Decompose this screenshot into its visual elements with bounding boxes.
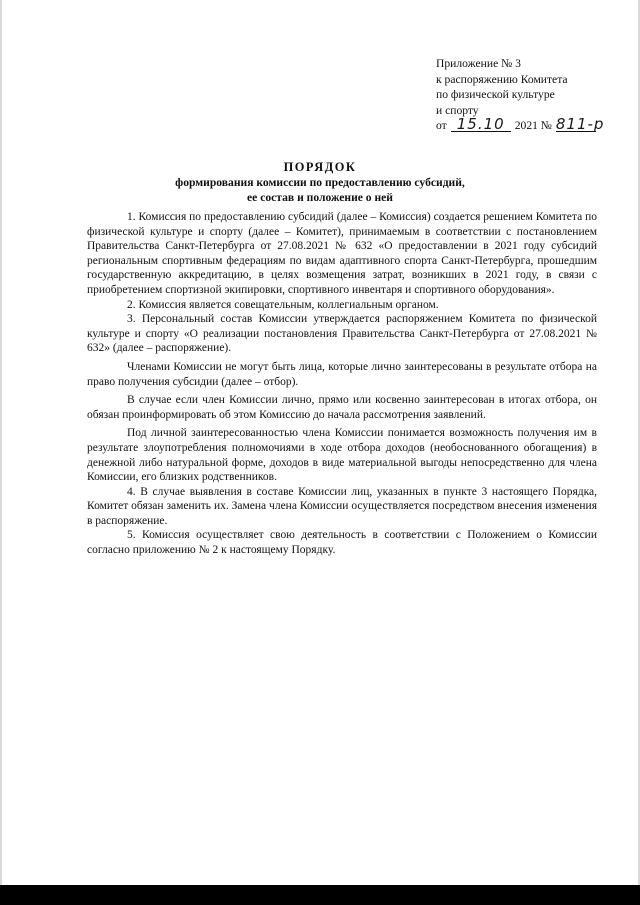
appendix-header bbox=[436, 56, 626, 134]
date-prefix: от bbox=[436, 119, 447, 133]
paragraph-4: Членами Комиссии не могут быть лица, которые лично заинтересованы в результате отбора на право получения субсидии (далее – отбор). bbox=[87, 360, 597, 388]
appendix-date-line bbox=[436, 115, 626, 134]
paragraph-7: 4. В случае выявления в составе Комиссии лиц, указанных в пункте 3 настоящего Порядка, Комитет обязан заменить их. Замена члена Комиссии осуществляется посредством внесения изменения в распоряжение. bbox=[87, 485, 597, 527]
scan-edge-left bbox=[0, 0, 2, 885]
document-body bbox=[87, 210, 597, 558]
appendix-line-2: к распоряжению Комитета bbox=[436, 72, 568, 86]
handwritten-date: 15.10 bbox=[451, 118, 511, 132]
handwritten-doc-number: 811-р bbox=[555, 115, 605, 134]
paragraph-3: 3. Персональный состав Комиссии утверждается распоряжением Комитета по физической культуре и спорту «О реализации постановления Правительства Санкт-Петербурга от 27.08.2021 № 632» (далее – распоряжение). bbox=[87, 313, 597, 355]
document-title: ПОРЯДОК bbox=[283, 160, 357, 174]
appendix-line-3: по физической культуре bbox=[436, 88, 555, 102]
document-subtitle bbox=[60, 176, 580, 205]
date-year: 2021 № bbox=[514, 119, 552, 133]
paragraph-5: В случае если член Комиссии лично, прямо или косвенно заинтересован в итогах отбора, он обязан проинформировать об этом Комиссию до начала рассмотрения заявлений. bbox=[87, 394, 597, 421]
paragraph-6: Под личной заинтересованностью члена Комиссии понимается возможность получения им в результате злоупотребления полномочиями в ходе отбора доходов (необоснованного обогащения) в денежной либо натуральной форме, доходов в виде материальной выгоды непосредственно для члена Комиссии, его близких родственников. bbox=[87, 427, 597, 484]
paragraph-2: 2. Комиссия является совещательным, коллегиальным органом. bbox=[127, 298, 439, 311]
paragraph-1: 1. Комиссия по предоставлению субсидий (далее – Комиссия) создается решением Комитета по физической культуре и спорту (далее – Комитет), принимаемым в соответствии с постановлением Правительства Санкт-Петербурга от 27.08.2021 № 632 «О предоставлении в 2021 году субсидий региональным спортивным федерациям по видам адаптивного спорта Санкт-Петербурга, прошедшим государственную аккредитацию, в целях возмещения затрат, возникших в 2021 году, в связи с приобретением спортизной экипировки, спортивного инвентаря и спортивного оборудования». bbox=[87, 211, 597, 296]
subtitle-line-2: ее состав и положение о ней bbox=[247, 190, 393, 204]
paragraph-8: 5. Комиссия осуществляет свою деятельность в соответствии с Положением о Комиссии согласно приложению № 2 к настоящему Порядку. bbox=[87, 529, 597, 557]
subtitle-line-1: формирования комиссии по предоставлению субсидий, bbox=[175, 176, 465, 189]
appendix-line-1: Приложение № 3 bbox=[436, 57, 521, 70]
scan-bottom-band bbox=[0, 885, 640, 905]
appendix-line-4: и спорту bbox=[436, 103, 479, 117]
